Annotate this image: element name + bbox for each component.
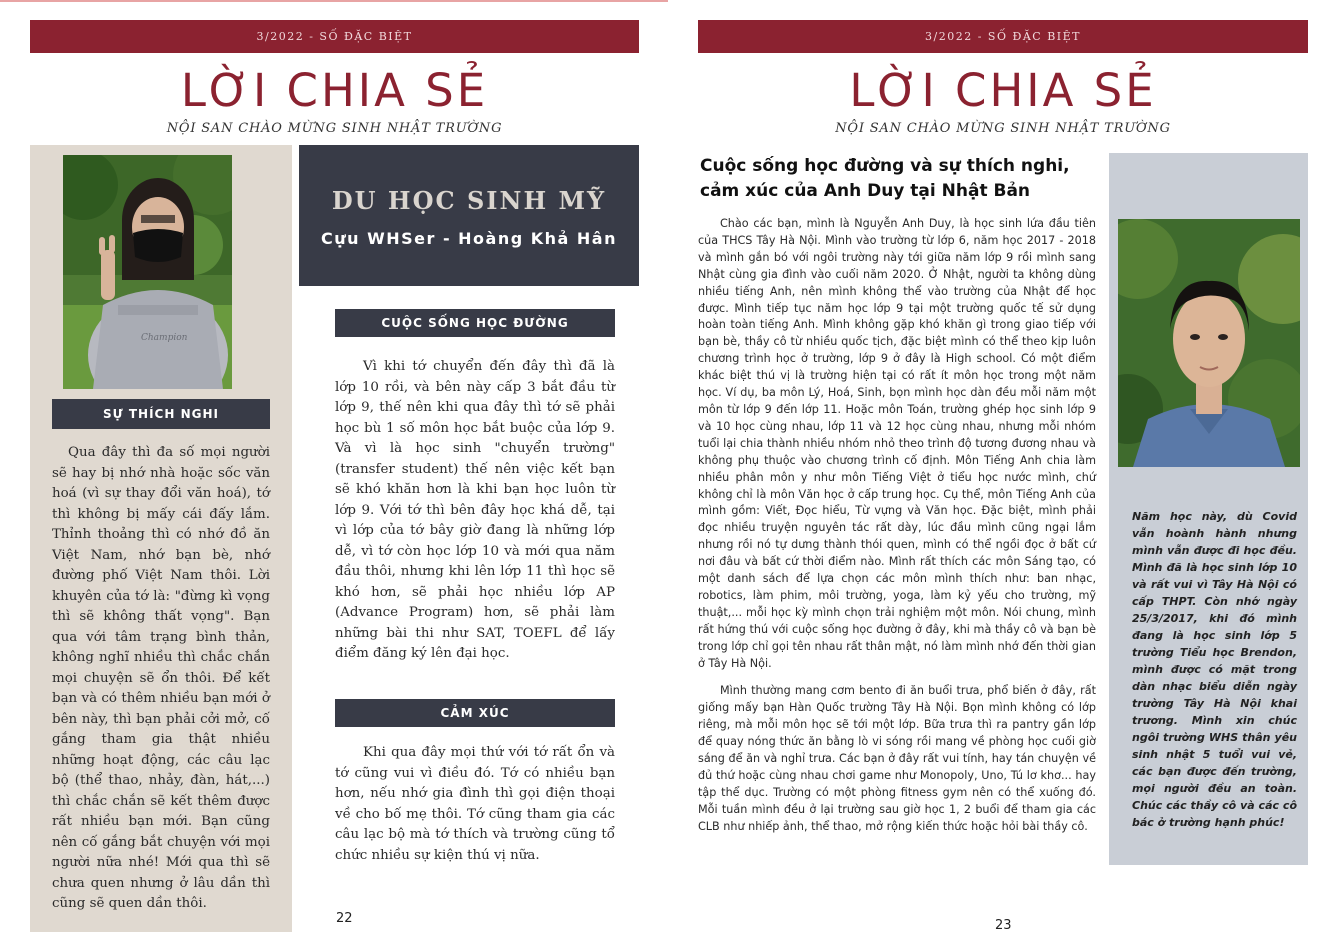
left-page — [0, 0, 668, 945]
article-paragraph-2: Mình thường mang cơm bento đi ăn buổi trưa, phổ biến ở đây, rất giống mấy bạn Hàn Quốc trường Tây Hà Nội. Bọn mình không có lớp riêng, mà mỗi môn học sẽ tới một lớp. Bữa trưa thì ra pantry gần lớp để quay nóng thức ăn bằng lò vi sóng rồi mang về phòng học cuối giờ sáng để ăn và nghỉ trưa. Các bạn ở đây rất vui tính, hay tán chuyện về đủ thứ hoặc cùng nhau chơi game như Monopoly, Uno, Tú lơ khơ... hay tập thể dục. Trường có một phòng fitness gym nên có thể xuống đó. Mỗi tuần mình đều ở lại trường sau giờ học 1, 2 buổi để tham gia các CLB như nhiếp ảnh, thể thao, mở rộng kiến thức hoặc hỏi bài thầy cô. — [698, 684, 1096, 833]
feature-title: DU HỌC SINH MỸ — [331, 186, 607, 215]
article-title-line-2: cảm xúc của Anh Duy tại Nhật Bản — [700, 181, 1031, 201]
section-heading-adaptation: SỰ THÍCH NGHI — [52, 399, 270, 429]
page-subtitle: NỘI SAN CHÀO MỪNG SINH NHẬT TRƯỜNG — [166, 121, 503, 136]
sidebar-body — [52, 443, 270, 915]
feature-box — [299, 145, 639, 286]
page-number: 23 — [995, 918, 1012, 933]
side-quote-box — [1132, 508, 1297, 831]
article-body — [698, 216, 1096, 836]
page-title: LỜI CHIA SẺ — [180, 64, 489, 117]
sidebar-paragraph: Qua đây thì đa số mọi người sẽ hay bị nhớ nhà hoặc sốc văn hoá (vì sự thay đổi văn hoá), tớ thì không bị mấy cái đấy lắm. Thỉnh thoảng thì có nhớ đồ ăn Việt Nam, nhớ bạn bè, nhớ đường phố Việt Nam thôi. Lời khuyên của tớ là: "đừng kì vọng thì sẽ không thất vọng". Bạn qua với tâm trạng bình thản, không nghĩ nhiều thì chắc chắn mọi chuyện sẽ ổn thôi. Để kết bạn và có thêm nhiều bạn mới ở bên này, thì bạn phải cởi mở, cố gắng tham gia thật nhiều những hoạt động, các câu lạc bộ (thể thao, nhảy, đàn, hát,...) thì chắc chắn sẽ kết thêm được rất nhiều bạn mới. Bạn cũng nên cố gắng bắt chuyện với mọi người nữa nhé! Mới qua thì sẽ chưa quen nhưng ở lâu dần thì cũng sẽ quen dần thôi. — [52, 445, 270, 911]
section-heading-feelings: CẢM XÚC — [335, 699, 615, 727]
school-life-body — [335, 357, 615, 665]
student-photo — [1118, 219, 1300, 467]
feelings-body — [335, 743, 615, 866]
feature-subtitle: Cựu WHSer - Hoàng Khả Hân — [320, 229, 617, 248]
student-photo — [63, 155, 232, 389]
issue-band: 3/2022 - SỐ ĐẶC BIỆT — [698, 20, 1308, 53]
section-heading-school-life: CUỘC SỐNG HỌC ĐƯỜNG — [335, 309, 615, 337]
article-title — [700, 154, 1100, 204]
article-paragraph-1: Chào các bạn, mình là Nguyễn Anh Duy, là học sinh lứa đầu tiên của THCS Tây Hà Nội. Mình vào trường từ lớp 6, năm học 2017 - 2018 và mình gắn bó với ngôi trường này tới giữa năm lớp 9 rồi mình sang Nhật cùng gia đình vào cuối năm 2020. Ở Nhật, người ta không dùng nhiều tiếng Anh, nên mình không thể vào trường của Nhật để học được. Mình tiếp tục năm học lớp 9 tại một trường quốc tế sử dụng hoàn toàn tiếng Anh. Mình không gặp khó khăn gì trong giao tiếp với bạn bè, thầy cô từ nhiều quốc tịch, đặc biệt mình có thể theo kịp luôn chương trình học ở trường, lớp 9 ở đây là High school. Có một điểm khác biệt thú vị là trường hiện tại có rất ít môn học trong một năm học. Ví dụ, ba môn Lý, Hoá, Sinh, bọn mình học dàn đều mỗi năm một môn từ lớp 9 đến lớp 11. Hoặc môn Toán, trường ghép học sinh lớp 9 và 10 học cùng nhau, lớp 11 và 12 học cùng nhau, nhưng mỗi nhóm tuổi lại chia thành nhiều nhóm nhỏ theo trình độ tương đương nhau và không phụ thuộc vào chương trình cố định. Môn Tiếng Anh chia làm nhiều phân môn y như môn Tiếng Việt ở tiểu học nước mình, chứ không chỉ là môn Văn học ở cấp trung học. Cụ thể, môn Tiếng Anh của mình gồm: Viết, Đọc hiểu, Từ vựng và Văn học. Đặc biệt, mình phải đọc nhiều truyện nguyên tác rất dày, lúc đầu mình cũng ngại lắm nhưng rồi nó tự dưng thành thói quen, mình có thể ngồi đọc ở bất cứ nơi đâu và bất cứ thời điểm nào. Mình rất thích các môn Sáng tạo, có một danh sách để lựa chọn các môn mình thích như: ban nhạc, robotics, làm phim, môi trường, yoga, làm kỷ yếu cho trường, mỹ thuật,... mỗi học kỳ mình chọn trải nghiệm một môn. Nói chung, mình rất hứng thú với cuộc sống học đường ở đây, khi mà thầy cô và bạn bè trong lớp chỉ gọi tên nhau rất thân mật, nó làm mình nhớ đến thời gian ở Tây Hà Nội. — [698, 217, 1096, 670]
school-life-paragraph: Vì khi tớ chuyển đến đây thì đã là lớp 10 rồi, và bên này cấp 3 bắt đầu từ lớp 9, thế nên khi qua đây thì tớ sẽ phải học bù 1 số môn học bắt buộc của lớp 9. Và vì là học sinh "chuyển trường" (transfer student) thế nên việc kết bạn sẽ khó khăn hơn là khi bạn học luôn từ lớp 9. Với tớ thì bên đây học khá dễ, tại vì lớp của tớ bây giờ đang là những lớp dễ, vì tớ còn học lớp 10 và mới qua năm đầu thôi, nhưng khi lên lớp 11 thì học sẽ khó hơn, sẽ phải học nhiều lớp AP (Advance Program) hơn, sẽ phải làm những bài thi như SAT, TOEFL để lấy điểm đăng ký lên đại học. — [335, 359, 615, 661]
right-page — [668, 0, 1337, 945]
page-title: LỜI CHIA SẺ — [849, 64, 1157, 117]
article-title-line-1: Cuộc sống học đường và sự thích nghi, — [700, 156, 1070, 176]
feelings-paragraph: Khi qua đây mọi thứ với tớ rất ổn và tớ cũng vui vì điều đó. Tớ có nhiều bạn hơn, nếu nhớ gia đình thì gọi điện thoại về cho bố mẹ thôi. Tớ cũng tham gia các câu lạc bộ mà tớ thích và trường cũng tổ chức nhiều sự kiện thú vị nữa. — [335, 745, 615, 863]
issue-band: 3/2022 - SỐ ĐẶC BIỆT — [30, 20, 639, 53]
page-subtitle: NỘI SAN CHÀO MỪNG SINH NHẬT TRƯỜNG — [835, 121, 1171, 136]
student-photo-illustration — [1118, 219, 1300, 467]
side-quote: Năm học này, dù Covid vẫn hoành hành nhưng mình vẫn được đi học đều. Mình đã là học sinh lớp 10 và rất vui vì Tây Hà Nội có cấp THPT. Còn nhớ ngày 25/3/2017, khi đó mình đang là học sinh lớp 5 trường Tiểu học Brendon, mình được có mặt trong dàn nhạc biểu diễn ngày trường Tây Hà Nội khai trương. Mình xin chúc ngôi trường WHS thân yêu sinh nhật 5 tuổi vui vẻ, các bạn được đến trường, mọi người đều an toàn. Chúc các thầy cô và các cô bác ở trường hạnh phúc! — [1132, 510, 1297, 829]
student-photo-illustration — [63, 155, 232, 389]
svg-text:Champion: Champion — [141, 333, 188, 343]
page-number: 22 — [336, 911, 353, 926]
